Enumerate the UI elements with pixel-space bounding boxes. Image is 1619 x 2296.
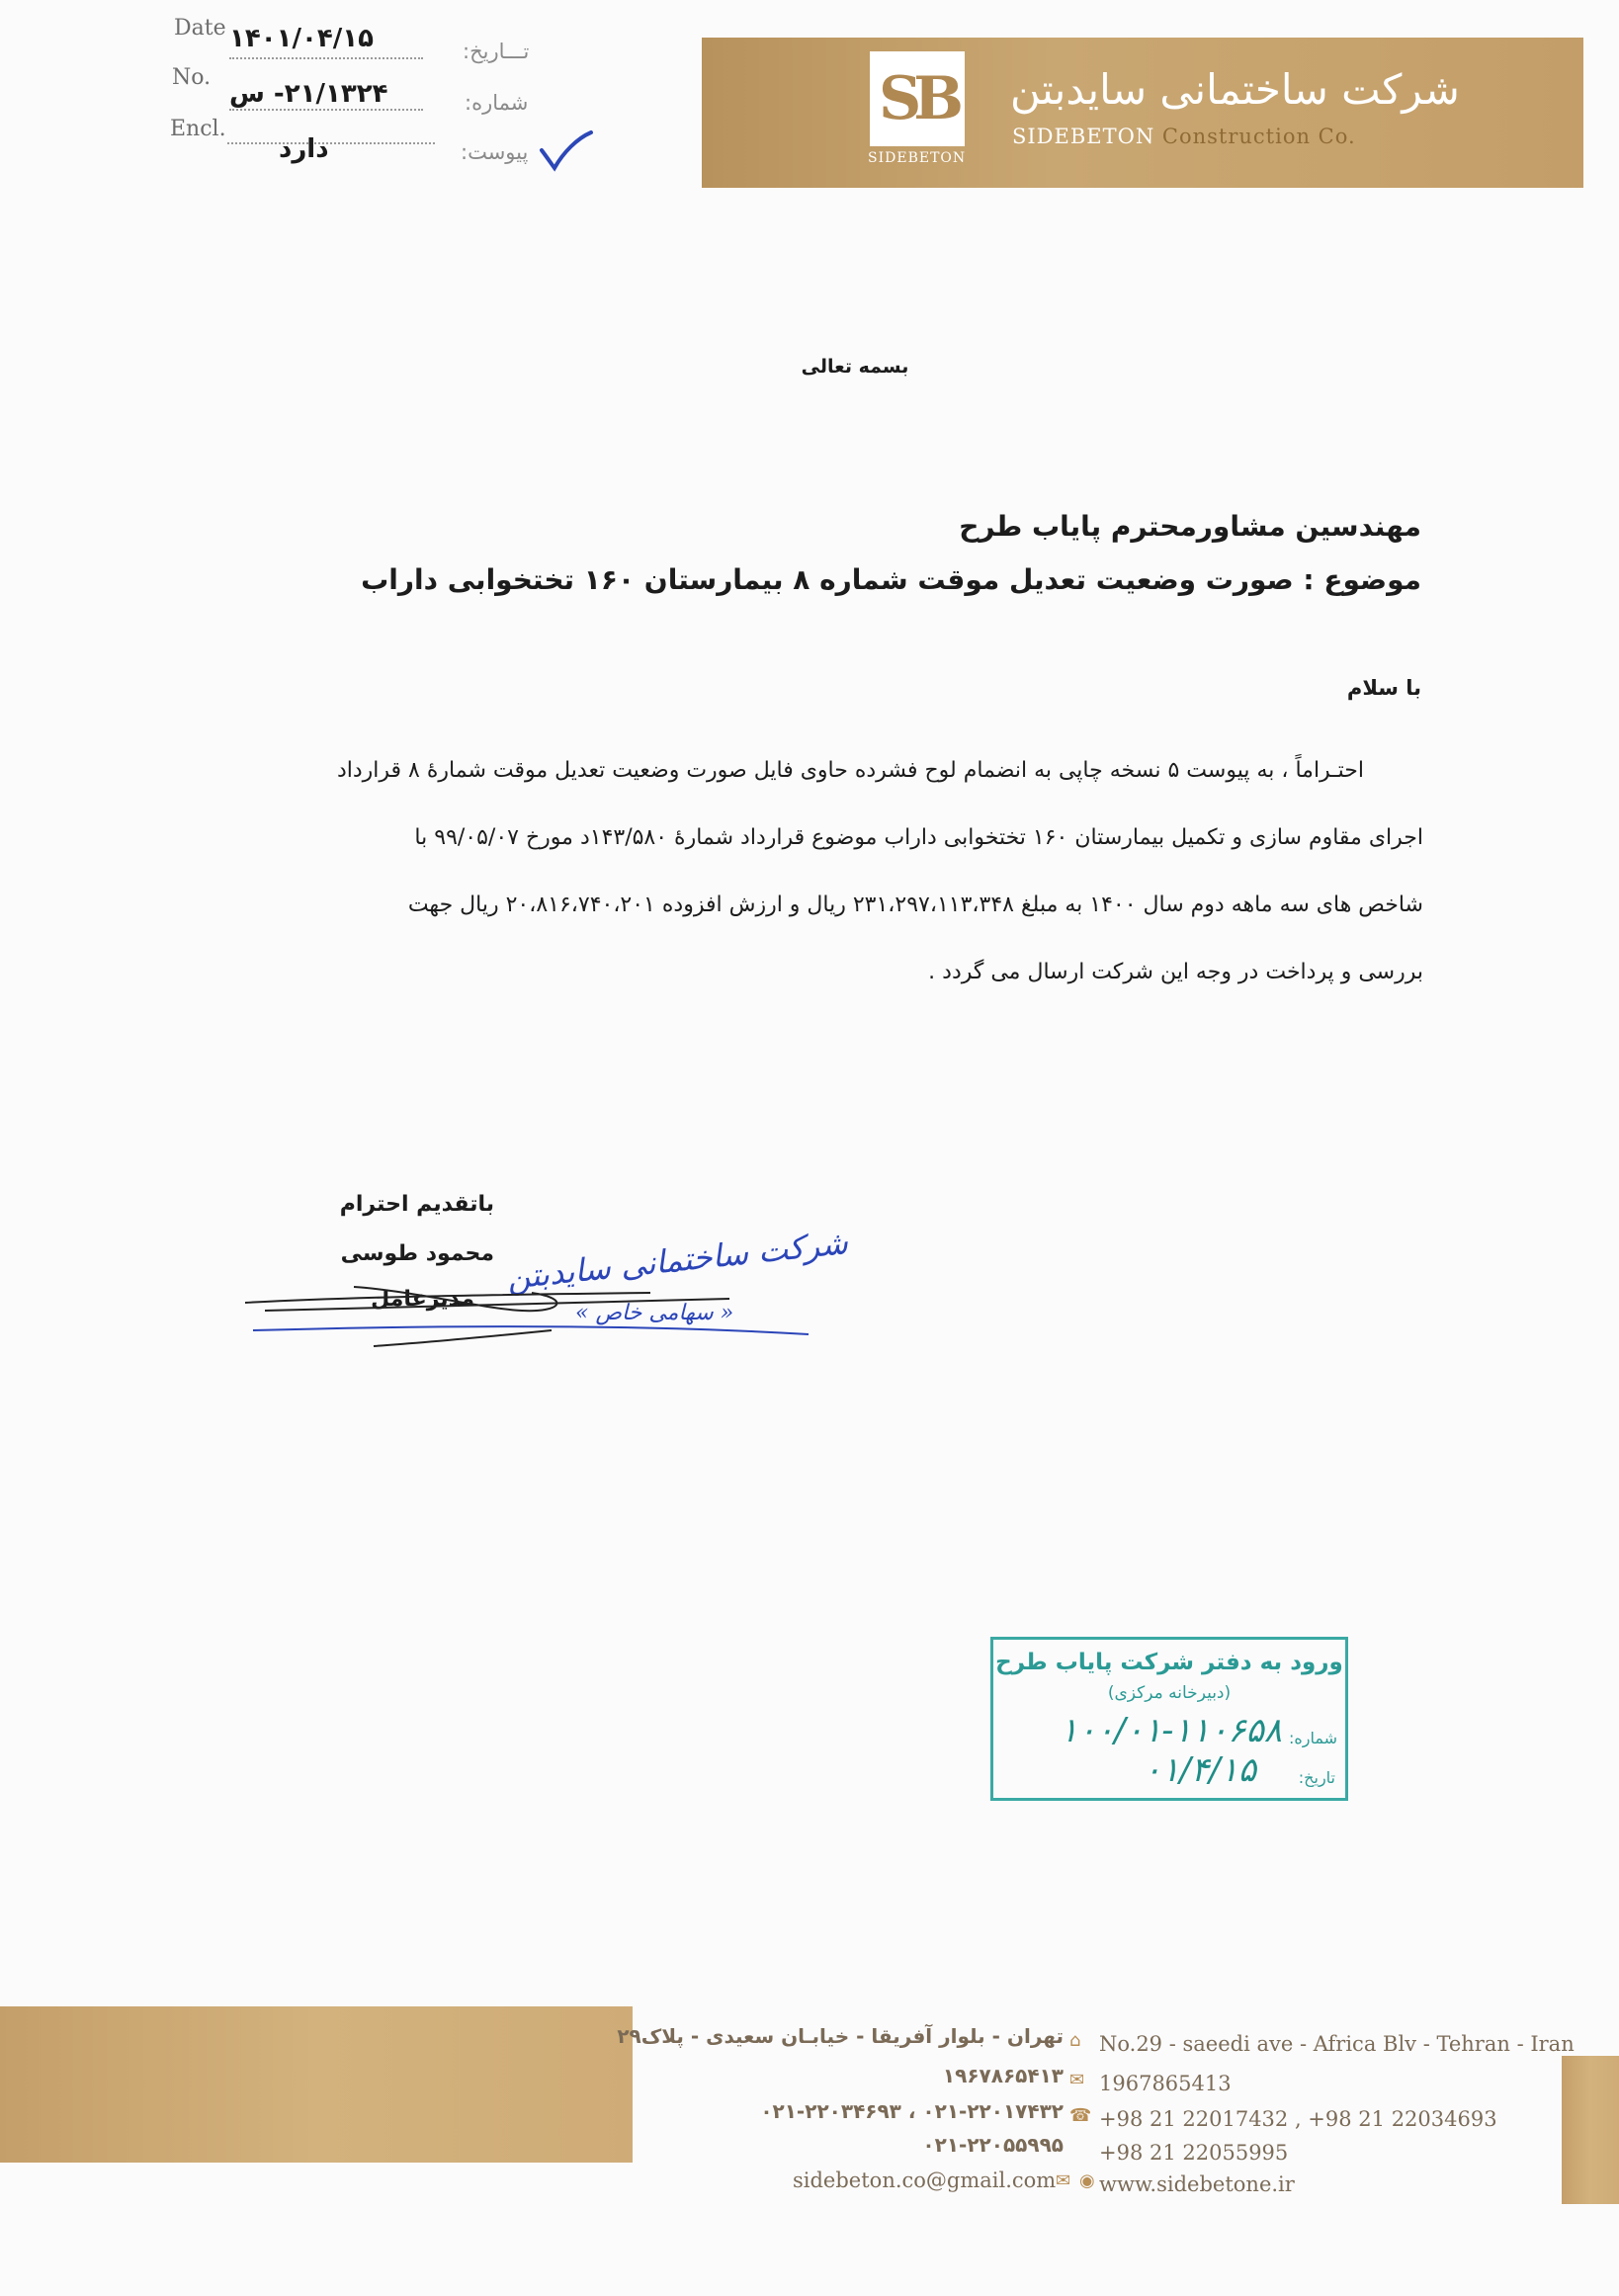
body-line-2: اجرای مقاوم سازی و تکمیل بیمارستان ۱۶۰ تختخوابی داراب موضوع قرارداد شمارهٔ ۱۴۳/۵۸۰د مورخ ۹۹/۰۵/۰۷ با (414, 825, 1423, 850)
footer-postal-en: 1967865413 (1099, 2072, 1232, 2095)
footer-fax-en: +98 21 22055995 (1099, 2141, 1289, 2165)
home-icon: ⌂ (1069, 2030, 1081, 2051)
date-label-en: Date (174, 16, 226, 41)
company-name-en-main: SIDEBETON (1012, 125, 1155, 148)
number-label-fa: شماره: (465, 91, 529, 115)
number-label-en: No. (172, 65, 212, 90)
footer-website: www.sidebetone.ir (1099, 2172, 1295, 2196)
footer-phone-fa: ۰۲۱-۲۲۰۱۷۴۳۲ ، ۰۲۱-۲۲۰۳۴۶۹۳ (760, 2099, 1064, 2123)
phone-icon: ☎ (1069, 2105, 1092, 2126)
stamp-title: ورود به دفتر شرکت پایاب طرح (995, 1650, 1343, 1675)
enclosure-label-en: Encl. (170, 117, 226, 141)
stamp-date-label: تاریخ: (1298, 1768, 1335, 1787)
mailbox-icon: ✉ (1069, 2070, 1085, 2090)
logo-letters: SB (878, 64, 957, 133)
footer-email: sidebeton.co@gmail.com (793, 2168, 1057, 2192)
footer-contact (617, 2016, 1575, 2214)
footer-address-en: No.29 - saeedi ave - Africa Blv - Tehran - Iran (1099, 2032, 1575, 2056)
footer-postal-fa: ۱۹۶۷۸۶۵۴۱۳ (942, 2064, 1064, 2087)
footer-fax-fa: ۰۲۱-۲۲۰۵۵۹۹۵ (922, 2133, 1064, 2157)
signer-title: مدیرعامل (371, 1287, 474, 1312)
bismillah: بسمه تعالی (801, 356, 909, 378)
seal-company-type: « سهامی خاص » (575, 1301, 734, 1325)
date-value: ۱۴۰۱/۰۴/۱۵ (229, 24, 374, 53)
footer-address-fa: تهران - بلوار آفریقا - خیابـان سعیدی - پلاک۲۹ (617, 2024, 1064, 2048)
footer-band-left (0, 2006, 633, 2163)
greeting: با سلام (1346, 676, 1421, 700)
date-dots (229, 57, 423, 59)
company-name-fa: شرکت ساختمانی سایدبتن (1010, 65, 1460, 114)
stamp-number-value: ۱۰۰/۰۱-۱۱۰۶۵۸ (1060, 1711, 1282, 1750)
body-line-1: احتـراماً ، به پیوست ۵ نسخه چاپی به انضمام لوح فشرده حاوی فایل صورت وضعیت تعدیل موقت شمارهٔ ۸ قرارداد (336, 758, 1364, 783)
reception-stamp (990, 1637, 1348, 1801)
closing: باتقدیم احترام (339, 1192, 494, 1217)
enclosure-dots (227, 142, 435, 144)
company-logo (870, 51, 965, 146)
footer-phone-en: +98 21 22017432 , +98 21 22034693 (1099, 2107, 1497, 2131)
letter-meta (168, 14, 544, 172)
company-name-en (1012, 125, 1356, 148)
company-name-en-sub: Construction Co. (1161, 125, 1356, 148)
seal-company-name: شرکت ساختمانی سایدبتن (504, 1223, 850, 1298)
number-value: ۲۱/۱۳۲۴- س (229, 79, 388, 109)
enclosure-value: دارد (279, 134, 329, 164)
signer-name: محمود طوسی (340, 1241, 494, 1266)
date-label-fa: تـــاریخ: (463, 40, 530, 63)
number-dots (229, 109, 423, 111)
stamp-date-value: ۰۱/۴/۱۵ (1143, 1750, 1256, 1790)
body-line-4: بررسی و پرداخت در وجه این شرکت ارسال می گردد . (928, 960, 1423, 984)
email-icon: ✉ (1056, 2170, 1071, 2191)
letter-body (237, 737, 1423, 1006)
stamp-number-label: شماره: (1288, 1729, 1337, 1747)
body-line-3: شاخص های سه ماهه دوم سال ۱۴۰۰ به مبلغ ۲۳۱،۲۹۷،۱۱۳،۳۴۸ ریال و ارزش افزوده ۲۰،۸۱۶،۷۴۰،۲۰۱ ریال جهت (407, 893, 1423, 917)
globe-icon: ◉ (1079, 2170, 1095, 2191)
enclosure-label-fa: پیوست: (461, 140, 529, 164)
signature-icon (235, 1247, 828, 1366)
checkmark-icon (536, 128, 595, 174)
addressee: مهندسین مشاورمحترم پایاب طرح (959, 510, 1421, 543)
subject-line: موضوع : صورت وضعیت تعدیل موقت شماره ۸ بیمارستان ۱۶۰ تختخوابی داراب (361, 563, 1421, 596)
logo-caption: SIDEBETON (868, 150, 967, 166)
footer-band-right (1562, 2056, 1619, 2204)
stamp-subtitle: (دبیرخانه مرکزی) (1107, 1683, 1232, 1703)
header-banner (702, 38, 1583, 188)
